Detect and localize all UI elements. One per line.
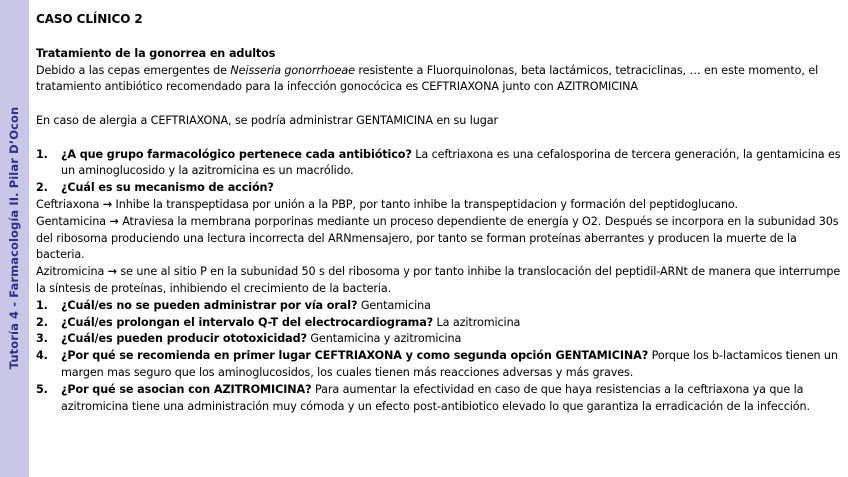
arrow-right-icon: → [109, 214, 119, 228]
mechanism-gentamicina: Gentamicina → Atraviesa la membrana porporinas mediante un proceso dependiente de energía y O2. Después se incorpora en la subunidad 30s del ribosoma produciendo una lectura incorrecta del ARNmensajero, por tanto se forman proteínas aberrantes y producen la muerte de la bacteria. [36, 214, 839, 262]
list-item [36, 348, 844, 382]
question-list [36, 298, 844, 416]
question-text: ¿Cuál/es no se pueden administrar por vía oral? [61, 298, 358, 312]
question-text: ¿Por qué se recomienda en primer lugar CEFTRIAXONA y como segunda opción GENTAMICINA? [61, 349, 649, 363]
question-number: 2. [36, 181, 48, 195]
answer-text: Gentamicina y azitromicina [306, 332, 462, 346]
question-text: ¿Cuál es su mecanismo de acción? [61, 181, 274, 195]
section-subtitle: Tratamiento de la gonorrea en adultos [36, 46, 276, 60]
list-item [36, 298, 844, 315]
list-item [36, 382, 844, 416]
question-text: ¿A que grupo farmacológico pertenece cada antibiótico? [61, 147, 412, 161]
list-item [36, 315, 844, 332]
question-number: 3. [36, 332, 48, 346]
question-1 [36, 147, 844, 181]
question-text: ¿Cuál/es prolongan el intervalo Q-T del electrocardiograma? [61, 315, 434, 329]
question-number: 2. [36, 315, 48, 329]
answer-text: La azitromicina [433, 315, 521, 329]
question-2 [36, 180, 844, 197]
list-item [36, 331, 844, 348]
mechanism-azitromicina: Azitromicina → se une al sitio P en la subunidad 50 s del ribosoma y por tanto inhibe la translocación del peptidil-ARNt de manera que interrumpe la síntesis de proteínas, inhibiendo el crecimiento de la bacteria. [36, 265, 841, 295]
question-number: 1. [36, 147, 48, 161]
allergy-note: En caso de alergia a CEFTRIAXONA, se podría administrar GENTAMICINA en su lugar [36, 113, 498, 127]
question-number: 5. [36, 382, 48, 396]
arrow-right-icon: → [107, 265, 117, 279]
answer-text: Para aumentar la efectividad en caso de que haya resistencias a la ceftriaxona ya que la azitromicina tiene una administración muy cómoda y un efecto post-antibiotico elevado lo que garantiza la erradicación de la infección. [61, 382, 810, 413]
answer-text: La ceftriaxona es una cefalosporina de tercera generación, la gentamicina es un aminoglucosido y la azitromicina es un macrólido. [61, 147, 841, 178]
question-text: ¿Cuál/es pueden producir ototoxicidad? [61, 332, 307, 346]
arrow-right-icon: → [102, 197, 113, 211]
answer-text: Porque los b-lactamicos tienen un margen mas seguro que los aminoglucosidos, los cuales tienen más reacciones adversas y más graves. [61, 349, 838, 379]
sidebar-title: Tutoría 4 - Farmacología II. Pilar D’Ocon [7, 106, 21, 370]
page-title: CASO CLÍNICO 2 [36, 12, 143, 26]
question-number: 1. [36, 298, 48, 312]
intro-paragraph: Debido a las cepas emergentes de Neisseria gonorrhoeae resistente a Fluorquinolonas, beta lactámicos, tetraciclinas, … en este momento, el tratamiento antibiótico recomendado para la infección gonocócica es CEFTRIAXONA junto con AZITROMICINA [36, 63, 819, 94]
answer-text: Gentamicina [357, 298, 431, 312]
slide-content [36, 11, 844, 415]
mechanism-ceftriaxona: Ceftriaxona → Inhibe la transpeptidasa por unión a la PBP, por tanto inhibe la transpeptidacion y formación del peptidoglucano. [36, 197, 738, 211]
question-text: ¿Por qué se asocian con AZITROMICINA? [61, 382, 312, 396]
question-number: 4. [36, 349, 48, 363]
sidebar [0, 0, 29, 477]
